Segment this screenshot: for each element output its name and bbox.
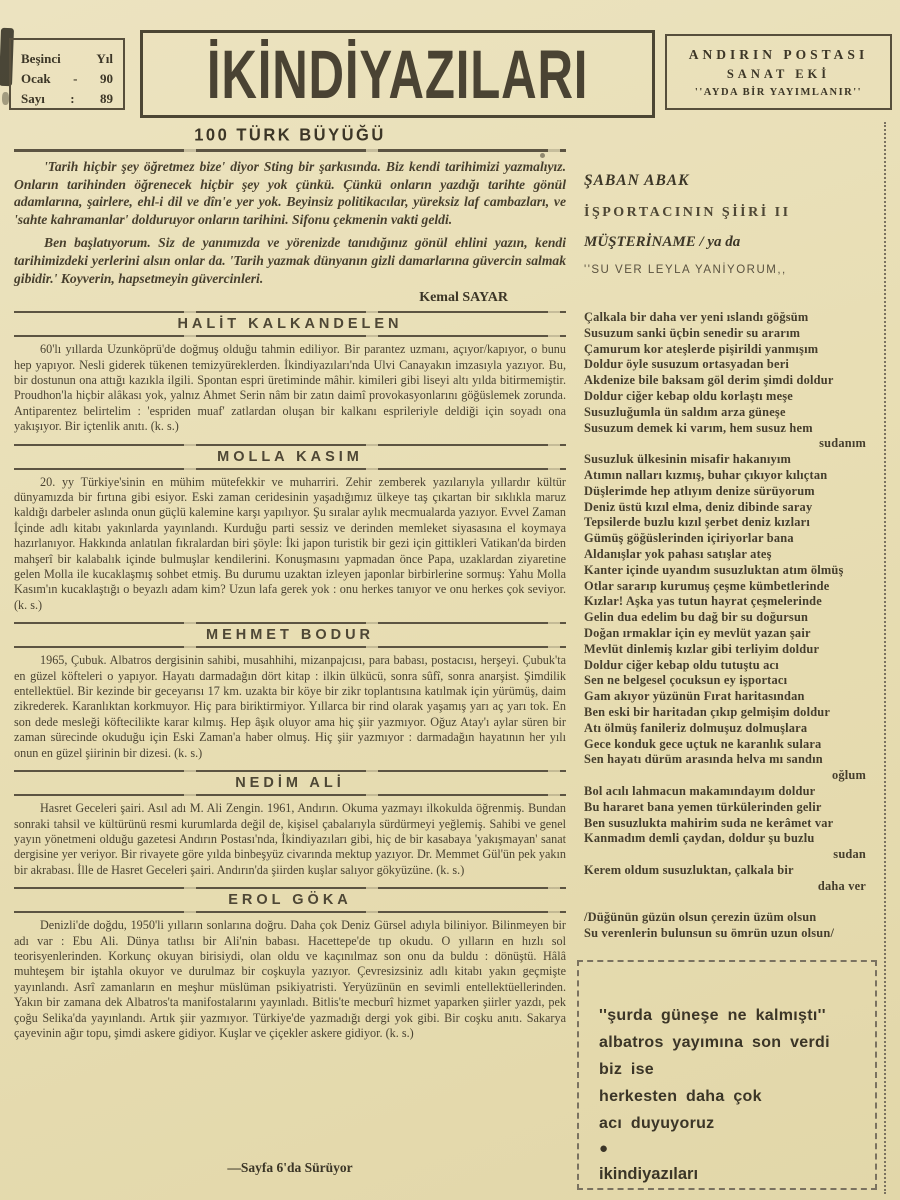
poem-line: Kerem oldum susuzluktan, çalkala bir bbox=[584, 862, 794, 877]
section-body: Denizli'de doğdu, 1950'li yılların sonlarına doğru. Daha çok Deniz Gürsel adıyla biliniyor. Bilinmeyen bir adı var : Ebu Ali. Dünya tatlısı bir Ali'nin babası. Hacettepe'de tıp okudu. O yılların en hızlı sol teorisyenlerinden. Korkunç okuyan birisiydi, olan oldu ve kaçınılmaz son onu da buldu : dönüştü. Hâlâ muhteşem bir iştahla okuyor ve durulmaz bir coşkuyla yazıyor. Çevresizsiniz adlı kitabı yakın geçmişte yayınlandı. Asrî zamanların en meşhur müslüman psikiyatristi. Yeryüzünün en sevimli entellektüellerinden. Yakın bir zamana dek Albatros'ta manifostalarını yayınladı. Bitlis'te mecburî hizmet yaparken şiirler yazdı, pek çoğu Selika'da yayınlandı. Artık şiir yazmıyor. Türkiye'de yazmadığı dergi yok gibi. Bir coşku anıtı. Sakarya çayevinin ağır topu, şimdi askere gidiyor. Kuşlar ve çiçekler askere gidiyor. (k. s.) bbox=[14, 918, 566, 1040]
intro-editorial bbox=[14, 158, 566, 287]
poem-line: Mevlüt dinlemiş kızlar gibi terliyim doldur bbox=[584, 641, 820, 656]
issue-line-value: Yıl bbox=[96, 51, 113, 66]
notice-lines bbox=[599, 1002, 875, 1137]
poem-closing-couplet bbox=[584, 910, 880, 942]
poem-quote: ''SU VER LEYLA YANİYORUM,, bbox=[584, 264, 787, 276]
double-rule bbox=[14, 149, 566, 152]
poem-line: Otlar sararıp kurumuş çeşme kümbetlerinde bbox=[584, 578, 830, 593]
section-rule-top bbox=[14, 444, 566, 446]
issue-line-value: 89 bbox=[100, 91, 113, 106]
poem-line: sudan bbox=[833, 847, 866, 862]
poem-line: Doğan ırmaklar için ey mevlüt yazan şair bbox=[584, 625, 811, 640]
section-rule-bottom bbox=[14, 646, 566, 648]
poem-line: Susuzum sanki üçbin senedir su ararım bbox=[584, 325, 801, 340]
poem-line: oğlum bbox=[831, 768, 866, 783]
section-heading: MOLLA KASIM bbox=[217, 448, 363, 465]
section-rule-top bbox=[14, 622, 566, 624]
poem-closing-line: Su verenlerin bulunsun su ömrün uzun olsun/ bbox=[584, 926, 835, 941]
author-section bbox=[14, 887, 566, 1041]
author-section bbox=[14, 444, 566, 614]
section-rule-bottom bbox=[14, 794, 566, 796]
poem-line: Ben susuzlukta mahirim suda ne kerâmet var bbox=[584, 815, 834, 830]
poem-line: Ben eski bir haritadan çıkıp gelmişim doldur bbox=[584, 704, 831, 719]
masthead-title: İKİNDİYAZILARI bbox=[206, 35, 589, 113]
publisher-box bbox=[665, 34, 892, 110]
poem-line: Kanmadım demli çaydan, doldur şu buzlu bbox=[584, 831, 815, 846]
issue-line-label: Sayı bbox=[21, 91, 45, 106]
issue-line-value: 90 bbox=[100, 71, 113, 86]
poem-title: İŞPORTACININ ŞİİRİ II bbox=[584, 205, 791, 220]
section-body: Hasret Geceleri şairi. Asıl adı M. Ali Zengin. 1961, Andırın. Okuma yazmayı ilkokulda öğrenmiş. Bundan sonraki tahsil ve kültürünü resmi kurumlarda değil de, kişisel çabalarıyla sürdürmeyi yeğlemiş. Sahibi ve genel yayın yönetmeni olduğu gazetesi Andırın Postası'nda, İkindiyazıları gibi, hiç de bir kasabaya 'yakışmayan' sanat dergisine yer veriyor. Bir rivayete göre yılda binbeşyüz civarında mektup yazıyor. Dr. Memmet Gül'ün pek yakın bir akrabası. İlle de Hasret Geceleri şairi. Andırın'da şiirden kuşlar salıyor gökyüzüne. (k. s.) bbox=[14, 801, 566, 877]
poem-line: Deniz üstü kızıl elma, deniz dibinde saray bbox=[584, 499, 813, 514]
intro-paragraph: 'Tarih hiçbir şey öğretmez bize' diyor Sting bir şarkısında. Biz kendi tarihimizi yazmalıyız. Onların tarihinden öğrenecek hiçbir şey yok çünkü. Çünkü onların yazdığı tarihte gönül adamlarına, şairlere, ehl-i dil ve dîn'e yer yok. Beyinsiz politikacılar, yüreksiz laf cambazları, ve 'sahte kahramanlar' dolduruyor onların tarihini. Sifonu çekmenin vakti geldi. bbox=[14, 159, 566, 227]
right-column bbox=[584, 126, 880, 942]
intro-paragraph: Ben başlatıyorum. Siz de yanımızda ve yörenizde tanıdığınız gönül ehlini yazın, kendi tarihimizdeki yerlerini alsın onlar da. 'Tarih yazmak dünyanın gizli damarlarına güvercin salmak gibidir.' Koyverin, hapsetmeyin güvercinleri. bbox=[14, 235, 566, 286]
continuation-footer: —Sayfa 6'da Sürüyor bbox=[227, 1160, 353, 1175]
poem-line: Sen hayatı dürüm arasında helva mı sandın bbox=[584, 752, 823, 767]
publisher-motto: ''AYDA BİR YAYIMLANIR'' bbox=[694, 87, 863, 98]
poem-line: daha ver bbox=[817, 878, 866, 893]
section-rule-top bbox=[14, 887, 566, 889]
poem-line: Kanter içinde uyandım susuzluktan atım ölmüş bbox=[584, 562, 844, 577]
poem-line: Doldur ciğer kebap oldu tutuştu acı bbox=[584, 657, 779, 672]
section-heading: NEDİM ALİ bbox=[235, 775, 345, 792]
poem-line: Bol acılı lahmacun makamındayım doldur bbox=[584, 783, 816, 798]
poem-line: Çalkala bir daha ver yeni ıslandı göğsüm bbox=[584, 310, 809, 324]
poem-line: Kızlar! Aşka yas tutun hayrat çeşmelerinde bbox=[584, 594, 822, 609]
issue-line-label: Beşinci bbox=[21, 51, 61, 66]
poem-line: Doldur öyle susuzum ortasyadan beri bbox=[584, 357, 790, 372]
notice-signature: ikindiyazıları bbox=[599, 1165, 699, 1183]
issue-line-separator: : bbox=[70, 91, 75, 106]
section-body: 1965, Çubuk. Albatros dergisinin sahibi, musahhihi, mizanpajcısı, para babası, postacısı, herşeyi. Çubuk'ta en güzel köfteleri o yapıyor. Hayatı darmadağın dört kitap : ilkin ülkücü, sonra sûfî, sonra anarşist. Şimdilik entellektüel. Bir kezinde bir geceyarısı 17 km. uzakta bir köye bir zikr toplantısına katılmak için yürümüş, daim zikrederek. Karanlıktan korkmuyor. Hiç para biriktirmiyor. Yıllarca bir rind olarak yaşamış yarı aç yarı tok. En son dede mesleği köftecilikte karar kılmış. Hep âşık oluyor ama hiç şiir yazmıyor. Oğuz Atay'ı aylar süren bir zaman sürecinde okuduğu için Eski Zaman'a haber olmuş. Hiç şiir yazmıyor : darmadağın hayatının her yılı onun en güzel şiirinin bir dizesi. (k. s.) bbox=[14, 653, 566, 760]
publisher-name: ANDIRIN POSTASI bbox=[688, 47, 869, 62]
issue-line-separator: - bbox=[73, 71, 78, 86]
issue-line bbox=[21, 89, 113, 109]
feature-heading: 100 TÜRK BÜYÜĞÜ bbox=[194, 125, 386, 145]
poem-line: Sen ne belgesel çocuksun ey işportacı bbox=[584, 673, 788, 688]
column-divider-dotted bbox=[884, 122, 886, 1194]
issue-line bbox=[21, 49, 113, 69]
issue-info-box bbox=[9, 38, 125, 110]
section-body: 20. yy Türkiye'sinin en mühim mütefekkir ve muharriri. Zehir zemberek yazılarıyla yıllardır kültür dünyamızda bir fırtına gibi esiyor. Eski zaman ceridesinin yaşadığımız ülkeye taş çıkartan bir sıklıkla maruz kaldığı darbeler aslında onun güçlü kalemine karşı yapılıyor. Şu sıralar aylık mecmualarda yazıyor. Evvel Zaman İçinde adlı kitabı yakınlarda yayınlandı. Kurduğu parti sessiz ve derinden memleket siyasasına el koymaya hazırlanıyor. Hakkında anlatılan fıkralardan biri şöyle: İki japon turistik bir gezi için gittikleri Vatikan'da birden mahşerî bir kalabalık içinde bulmuşlar kendilerini. Konuşmasını yapmadan önce Papa, uzaklardan ziyaretine gelen Molla ile kucaklaşmış sohbet etmiş. Bu durumu uzaktan izleyen japonlar birbirlerine sormuş: Yahu Molla Kasım'ın kucaklaştığı o beyazlı adam kim? Uzun lafa gerek yok : onu herkes tanıyor ve onu herkes çok seviyor. (k. s.) bbox=[14, 474, 566, 612]
poem-line: sudanım bbox=[819, 436, 866, 451]
notice-line: biz ise bbox=[599, 1061, 655, 1078]
poem-body bbox=[584, 310, 880, 894]
left-column bbox=[14, 126, 566, 1050]
poem-line: Düşlerimde hep atlıyım denize sürüyorum bbox=[584, 483, 815, 498]
notice-box bbox=[577, 960, 877, 1190]
section-rule-bottom bbox=[14, 468, 566, 470]
notice-line: ''şurda güneşe ne kalmıştı'' bbox=[599, 1007, 826, 1024]
intro-signature: Kemal SAYAR bbox=[419, 290, 508, 306]
poem-line: Akdenize bile baksam göl derim şimdi doldur bbox=[584, 373, 834, 388]
masthead-box bbox=[140, 30, 655, 118]
notice-line: herkesten daha çok bbox=[599, 1088, 762, 1105]
section-heading: EROL GÖKA bbox=[228, 892, 352, 909]
section-rule-bottom bbox=[14, 335, 566, 337]
poem-line: Gelin dua edelim bu dağ bir su doğursun bbox=[584, 610, 809, 625]
poem-line: Gümüş göğüslerinden içiriyorlar bana bbox=[584, 531, 794, 546]
issue-line bbox=[21, 69, 113, 89]
poem-line: Susuzluk ülkesinin misafir hakanıyım bbox=[584, 452, 792, 467]
poem-line: Susuzluğumla ün saldım arza güneşe bbox=[584, 404, 786, 419]
poem-author: ŞABAN ABAK bbox=[584, 172, 690, 189]
poem-line: Doldur ciğer kebap oldu korlaştı meşe bbox=[584, 388, 793, 403]
poem-line: Gam akıyor yüzünün Fırat haritasından bbox=[584, 689, 805, 704]
poem-closing-line: /Düğünün güzün olsun çerezin üzüm olsun bbox=[584, 910, 817, 925]
poem-line: Aldanışlar yok pahası satışlar ateş bbox=[584, 546, 772, 561]
notice-line: albatros yayımına son verdi bbox=[599, 1034, 830, 1051]
section-heading: MEHMET BODUR bbox=[205, 627, 375, 644]
section-body: 60'lı yıllarda Uzunköprü'de doğmuş olduğu tahmin ediliyor. Bir parantez uzmanı, açıyor/kapıyor, o bunu hep yapıyor. Nesli giderek tükenen temizyüreklerden. İkindiyazıları'nda Ulvi Canayakın imzasıyla yazıyor. Bu, bir dostunun ona attığı kazıkla ilgili. Spontan espri üretiminde mâhir. kimileri gibi liseyi altı yılda bitirmemiştir. Proudhon'la hiçbir alâkası yok, yalnız Ahmet Serin nâm bir zatın daimî provokasyonlarını göğüslemek zorunda. Antiparentez belirtelim : 'espriden muaf' zatlardan oluşan bir kalkanı esprileriyle deldiği için soyadı ona yakışıyor. Bir içtenlik anıtı. (k. s.) bbox=[14, 342, 566, 434]
author-section bbox=[14, 622, 566, 761]
bullet-icon: ● bbox=[599, 1141, 609, 1157]
section-rule-bottom bbox=[14, 911, 566, 913]
poem-line: Çamurum kor ateşlerde pişirildi yanmışım bbox=[584, 341, 819, 356]
poem-line: Bu hararet bana yemen türkülerinden gelir bbox=[584, 799, 822, 814]
poem-line: Atı ölmüş fanileriz dolmuşuz dolmuşlara bbox=[584, 720, 808, 735]
author-section bbox=[14, 770, 566, 878]
poem-line: Atımın nalları kızmış, buhar çıkıyor kılıçtan bbox=[584, 467, 828, 482]
section-heading: HALİT KALKANDELEN bbox=[177, 316, 403, 333]
poem-line: Gece konduk gece uçtuk ne karanlık sulara bbox=[584, 736, 822, 751]
section-rule-top bbox=[14, 311, 566, 313]
section-rule-top bbox=[14, 770, 566, 772]
poem-line: Susuzum demek ki varım, hem susuz hem bbox=[584, 420, 813, 435]
notice-line: acı duyuyoruz bbox=[599, 1115, 715, 1132]
publisher-subtitle: SANAT EKİ bbox=[726, 67, 831, 81]
author-section bbox=[14, 311, 566, 434]
issue-line-label: Ocak bbox=[21, 71, 51, 86]
scan-artifact-blob bbox=[2, 92, 9, 105]
poem-subtitle: MÜŞTERİNAME / ya da bbox=[584, 234, 741, 250]
poem-line: Tepsilerde buzlu kızıl şerbet deniz kızları bbox=[584, 515, 811, 530]
author-sections bbox=[14, 311, 566, 1041]
